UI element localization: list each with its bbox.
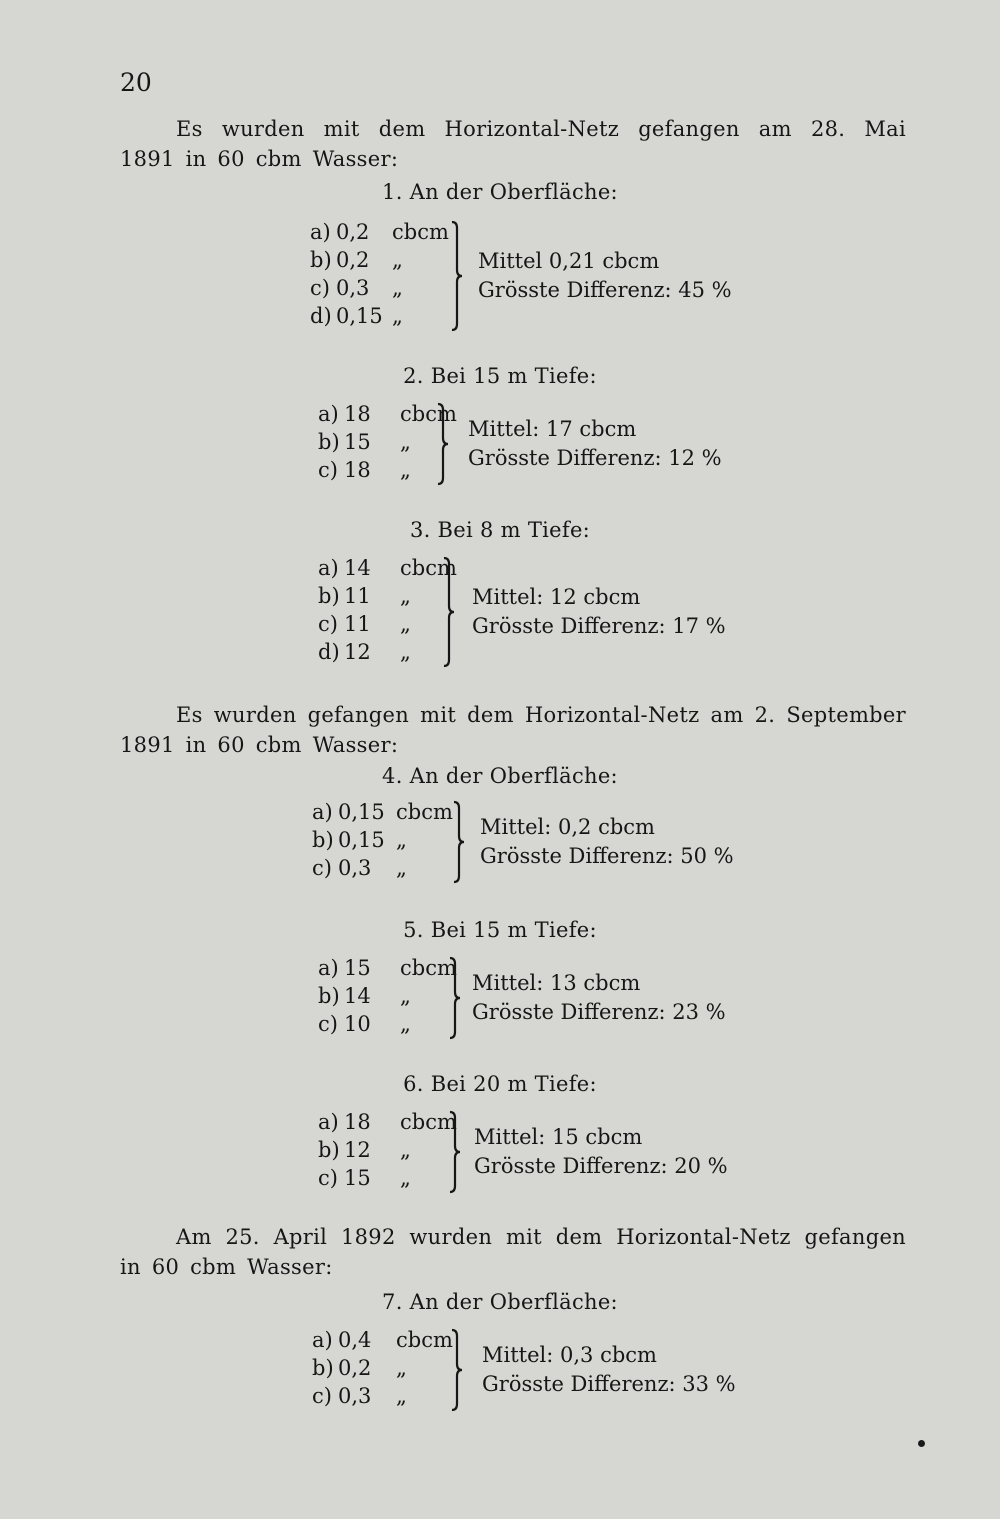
sample-label: c) [310, 276, 330, 300]
sample-value: 11 [344, 584, 371, 608]
sample-value: 0,3 [338, 856, 372, 880]
mittel-value: Mittel 0,21 cbcm [478, 249, 660, 273]
sample-unit: cbcm [392, 220, 449, 244]
section-heading-1: 1. An der Oberfläche: [382, 180, 618, 204]
summary [480, 813, 734, 871]
sample-label: c) [312, 856, 332, 880]
sample-value: 0,2 [338, 1356, 372, 1380]
sample-unit: cbcm [396, 1328, 453, 1352]
curly-brace [452, 800, 468, 884]
sample-value: 0,3 [338, 1384, 372, 1408]
sample-unit: „ [400, 1166, 411, 1190]
sample-label: a) [312, 800, 333, 824]
sample-value: 18 [344, 402, 371, 426]
sample-label: a) [318, 556, 339, 580]
sample-value: 0,2 [336, 220, 370, 244]
sample-value: 0,15 [338, 800, 385, 824]
sample-label: c) [318, 1166, 338, 1190]
summary [472, 969, 726, 1027]
mittel-value: Mittel: 0,3 cbcm [482, 1343, 657, 1367]
sample-label: c) [312, 1384, 332, 1408]
intro-paragraph-2: Es wurden gefangen mit dem Horizontal-Netz am 2. September 1891 in 60 cbm Wasser: [120, 703, 906, 757]
sample-label: c) [318, 458, 338, 482]
summary [468, 415, 722, 473]
differenz-value: Grösste Differenz: 50 % [480, 844, 734, 868]
sample-label: b) [318, 584, 340, 608]
sample-label: b) [312, 828, 334, 852]
differenz-value: Grösste Differenz: 23 % [472, 1000, 726, 1024]
sample-label: a) [318, 956, 339, 980]
sample-unit: „ [400, 1012, 411, 1036]
sample-value: 0,2 [336, 248, 370, 272]
sample-label: a) [318, 1110, 339, 1134]
summary [482, 1341, 736, 1399]
sample-label: a) [312, 1328, 333, 1352]
sample-value: 14 [344, 984, 371, 1008]
sample-unit: cbcm [400, 1110, 457, 1134]
sample-unit: cbcm [396, 800, 453, 824]
sample-unit: „ [400, 458, 411, 482]
sample-unit: cbcm [400, 402, 457, 426]
sample-unit: „ [396, 828, 407, 852]
sample-value: 0,15 [338, 828, 385, 852]
summary [478, 247, 732, 305]
sample-label: b) [318, 430, 340, 454]
intro-paragraph-1: Es wurden mit dem Horizontal-Netz gefangen am 28. Mai 1891 in 60 cbm Wasser: [120, 117, 906, 171]
sample-unit: „ [392, 276, 403, 300]
sample-label: c) [318, 1012, 338, 1036]
sample-label: c) [318, 612, 338, 636]
sample-value: 12 [344, 1138, 371, 1162]
sample-unit: „ [396, 856, 407, 880]
sample-unit: „ [400, 430, 411, 454]
curly-brace [436, 402, 452, 486]
sample-unit: „ [400, 640, 411, 664]
sample-label: b) [318, 984, 340, 1008]
sample-unit: „ [396, 1356, 407, 1380]
sample-value: 18 [344, 1110, 371, 1134]
sample-value: 15 [344, 1166, 371, 1190]
section-heading-4: 4. An der Oberfläche: [382, 764, 618, 788]
curly-brace [450, 1328, 466, 1412]
sample-label: b) [310, 248, 332, 272]
intro-paragraph-3: Am 25. April 1892 wurden mit dem Horizontal-Netz gefangen in 60 cbm Wasser: [120, 1225, 906, 1279]
section-heading-6: 6. Bei 20 m Tiefe: [403, 1072, 597, 1096]
curly-brace [442, 556, 458, 668]
sample-value: 0,15 [336, 304, 383, 328]
differenz-value: Grösste Differenz: 12 % [468, 446, 722, 470]
sample-value: 11 [344, 612, 371, 636]
section-heading-7: 7. An der Oberfläche: [382, 1290, 618, 1314]
summary [472, 583, 726, 641]
sample-unit: „ [400, 584, 411, 608]
mittel-value: Mittel: 15 cbcm [474, 1125, 643, 1149]
sample-unit: cbcm [400, 956, 457, 980]
sample-value: 12 [344, 640, 371, 664]
summary [474, 1123, 728, 1181]
section-heading-2: 2. Bei 15 m Tiefe: [403, 364, 597, 388]
sample-unit: cbcm [400, 556, 457, 580]
differenz-value: Grösste Differenz: 33 % [482, 1372, 736, 1396]
ink-speck [918, 1440, 925, 1447]
sample-label: a) [310, 220, 331, 244]
sample-unit: „ [400, 612, 411, 636]
page-number: 20 [120, 68, 152, 97]
curly-brace [450, 220, 466, 332]
sample-label: b) [318, 1138, 340, 1162]
sample-unit: „ [392, 248, 403, 272]
sample-value: 15 [344, 430, 371, 454]
sample-value: 0,3 [336, 276, 370, 300]
sample-value: 10 [344, 1012, 371, 1036]
curly-brace [448, 956, 464, 1040]
sample-label: d) [318, 640, 340, 664]
mittel-value: Mittel: 0,2 cbcm [480, 815, 655, 839]
mittel-value: Mittel: 17 cbcm [468, 417, 637, 441]
sample-label: b) [312, 1356, 334, 1380]
sample-unit: „ [400, 1138, 411, 1162]
mittel-value: Mittel: 13 cbcm [472, 971, 641, 995]
sample-value: 18 [344, 458, 371, 482]
sample-value: 14 [344, 556, 371, 580]
sample-unit: „ [400, 984, 411, 1008]
differenz-value: Grösste Differenz: 45 % [478, 278, 732, 302]
sample-label: d) [310, 304, 332, 328]
curly-brace [448, 1110, 464, 1194]
sample-value: 15 [344, 956, 371, 980]
mittel-value: Mittel: 12 cbcm [472, 585, 641, 609]
differenz-value: Grösste Differenz: 20 % [474, 1154, 728, 1178]
sample-label: a) [318, 402, 339, 426]
sample-unit: „ [396, 1384, 407, 1408]
differenz-value: Grösste Differenz: 17 % [472, 614, 726, 638]
sample-unit: „ [392, 304, 403, 328]
section-heading-5: 5. Bei 15 m Tiefe: [403, 918, 597, 942]
sample-value: 0,4 [338, 1328, 372, 1352]
section-heading-3: 3. Bei 8 m Tiefe: [409, 518, 591, 542]
